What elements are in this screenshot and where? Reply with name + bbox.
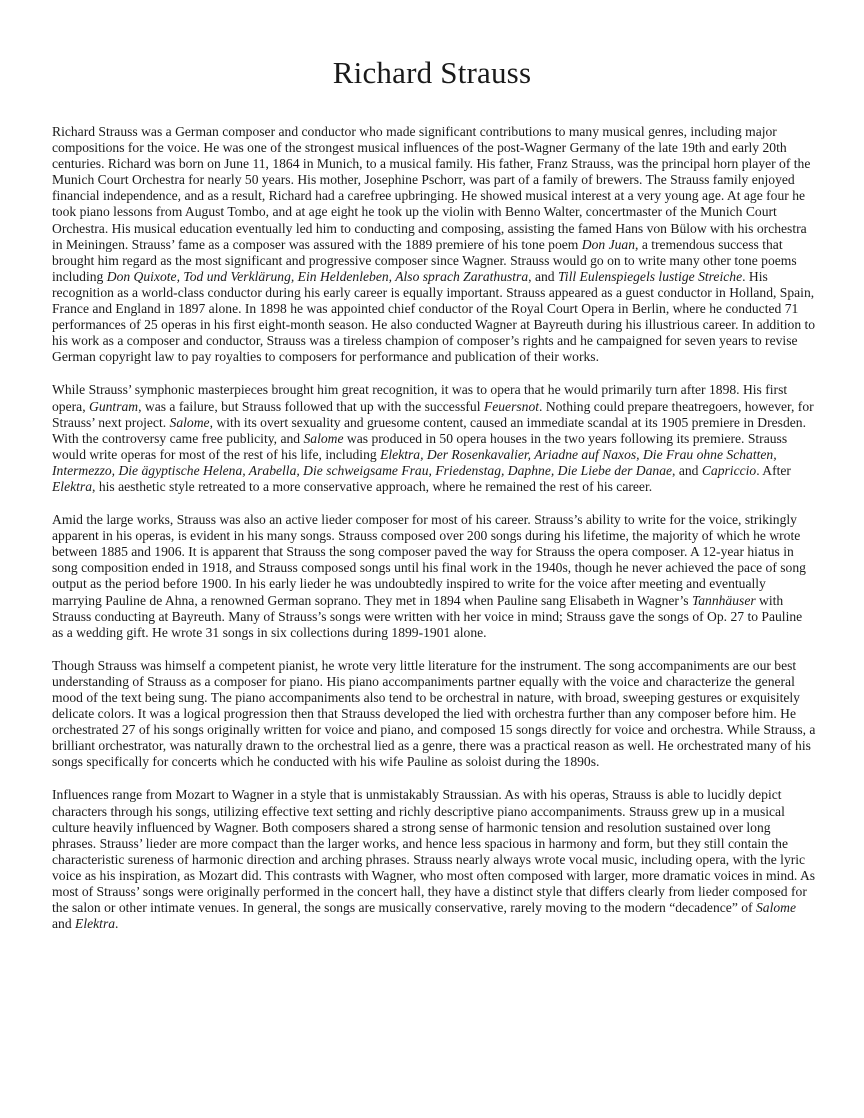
- paragraph-text: Richard Strauss was a German composer and conductor who made significant contributions to many musical genres, including major compositions for the voice. He was one of the strongest musical influences of the post-Wagner Germany of the late 19th and early 20th centuries. Richard was born on June 11, 1864 in Munich, to a musical family. His father, Franz Strauss, was the principal horn player of the Munich Court Orchestra for nearly 50 years. His mother, Josephine Pschorr, was part of a family of brewers. The Strauss family enjoyed financial independence, and as a result, Richard had a carefree upbringing. He showed musical interest at a very young age. At age four he took piano lessons from August Tombo, and at age eight he took up the violin with Benno Walter, concertmaster of the Munich Court Orchestra. His musical education eventually led him to conducting and composing, assisting the famed Hans von Bülow with his orchestra in Meiningen. Strauss’ fame as a composer was assured with the 1889 premiere of his tone poem: [52, 124, 811, 252]
- italic-title-text: Don Quixote, Tod und Verklärung, Ein Heldenleben, Also sprach Zarathustra: [106, 268, 529, 284]
- paragraph-text: . After: [756, 462, 791, 478]
- italic-title-text: Salome: [755, 900, 797, 916]
- paragraph-text: , and: [528, 268, 558, 284]
- italic-title-text: Guntram: [89, 398, 139, 414]
- paragraph-text: with Strauss conducting at Bayreuth. Many of Strauss’s songs were written with her voice in mind; Strauss gave the songs of Op. 27 to Pauline as a wedding gift. He wrote 31 songs in six collections during 1899-1901 alone.: [52, 592, 803, 640]
- paragraph-text: , was a failure, but Strauss followed that up with the successful: [138, 398, 484, 414]
- italic-title-text: Capriccio: [701, 462, 757, 478]
- italic-title-text: Don Juan: [581, 236, 636, 252]
- paragraph-text: , with its overt sexuality and gruesome content, caused an immediate scandal at its 1905 premiere in Dresden. With the controversy came free publicity, and: [52, 414, 807, 446]
- italic-title-text: Salome: [169, 414, 210, 430]
- italic-title-text: Salome: [303, 430, 344, 446]
- paragraph: [52, 124, 816, 365]
- paragraph: [52, 382, 816, 495]
- paragraph-text: was produced in 50 opera houses in the two years following its premiere. Strauss would write operas for most of the rest of his life, including: [52, 430, 788, 462]
- paragraph: [52, 512, 816, 641]
- paragraph-text: Amid the large works, Strauss was also an active lieder composer for most of his career. Strauss’s ability to write for the voice, strikingly apparent in his operas, is evident in his many songs. Strauss composed over 200 songs during his lifetime, the majority of which he wrote between 1885 and 1906. It is apparent that Strauss the song composer paved the way for Strauss the opera composer. A 12-year hiatus in song composition ended in 1918, and Strauss composed songs until his final work in the 1940s, though he never achieved the pace of song output as the period before 1900. In his early lieder he was undoubtedly inspired to write for the voice after meeting and eventually marrying Pauline de Ahna, a renowned German soprano. They met in 1894 when Pauline sang Elisabeth in Wagner’s: [52, 512, 806, 608]
- paragraph-text: , and: [672, 462, 702, 478]
- italic-title-text: Elektra: [52, 478, 93, 494]
- page-title: Richard Strauss: [332, 55, 532, 90]
- italic-title-text: Elektra: [75, 916, 116, 932]
- italic-title-text: Tannhäuser: [691, 592, 756, 608]
- paragraph: [52, 787, 816, 932]
- italic-title-text: Elektra, Der Rosenkavalier, Ariadne auf Naxos, Die Frau ohne Schatten, Intermezzo, Die ägyptische Helena, Arabella, Die schweigsame Frau, Friedenstag, Daphne, Die Liebe der Danae: [52, 446, 777, 478]
- paragraph-text: . His recognition as a world-class conductor during his early career is equally important. Strauss appeared as a guest conductor in Holland, Spain, France and England in 1897 alone. In 1898 he was appointed chief conductor of the Royal Court Opera in Berlin, where he conducted 71 performances of 25 operas in his first eight-month season. He also conducted Wagner at Bayreuth during his illustrious career. In addition to his work as a composer and conductor, Strauss was a tireless champion of composer’s rights and he campaigned for seven years to revise German copyright law to pay royalties to composers for performance and publication of their works.: [52, 268, 816, 365]
- paragraph-text: , a tremendous success that brought him regard as the most significant and progressive composer since Wagner. Strauss would go on to write many other tone poems including: [52, 236, 797, 284]
- paragraph-text: .: [115, 916, 119, 932]
- article-body: [52, 124, 816, 932]
- paragraph-text: Influences range from Mozart to Wagner in a style that is unmistakably Straussian. As with his operas, Strauss is able to lucidly depict characters through his songs, utilizing effective text setting and richly descriptive piano accompaniments. Strauss grew up in a musical culture heavily influenced by Wagner. Both composers shared a strong sense of harmonic tension and resolution sustained over long phrases. Strauss’ lieder are more compact than the larger works, and hence less spacious in harmony and form, but they still contain the characteristic sureness of harmonic direction and arching phrases. Strauss nearly always wrote vocal music, including opera, with the lyric voice as his inspiration, as Mozart did. This contrasts with Wagner, who most often composed with larger, more dramatic voices in mind. As most of Strauss’ songs were originally performed in the concert hall, they have a distinct style that differs clearly from lieder composed for the salon or other intimate venues. In general, the songs are musically conservative, rarely moving to the modern “decadence” of: [52, 787, 816, 916]
- paragraph-text: and: [52, 916, 76, 932]
- paragraph-text: . Nothing could prepare theatregoers, however, for Strauss’ next project.: [52, 398, 814, 430]
- paragraph-text: , his aesthetic style retreated to a more conservative approach, where he remained the rest of his career.: [92, 478, 653, 494]
- italic-title-text: Feuersnot: [483, 398, 540, 414]
- paragraph-text: Though Strauss was himself a competent pianist, he wrote very little literature for the instrument. The song accompaniments are our best understanding of Strauss as a composer for piano. His piano accompaniments partner equally with the voice and characterize the general mood of the text being sung. The piano accompaniments also tend to be orchestral in nature, with broad, sweeping gestures or exquisitely delicate colors. It was a logical progression then that Strauss developed the lied with orchestra further than any composer before him. He orchestrated 27 of his songs originally written for voice and piano, and composed 15 songs directly for voice and orchestra. While Strauss, a brilliant orchestrator, was naturally drawn to the orchestral lied as a genre, there was a practical reason as well. He orchestrated many of his songs specifically for concerts which he conducted with his wife Pauline as soloist during the 1890s.: [52, 657, 816, 770]
- italic-title-text: Till Eulenspiegels lustige Streiche: [557, 268, 743, 284]
- paragraph-text: While Strauss’ symphonic masterpieces brought him great recognition, it was to opera that he would primarily turn after 1898. His first opera,: [52, 382, 788, 414]
- paragraph: [52, 658, 816, 771]
